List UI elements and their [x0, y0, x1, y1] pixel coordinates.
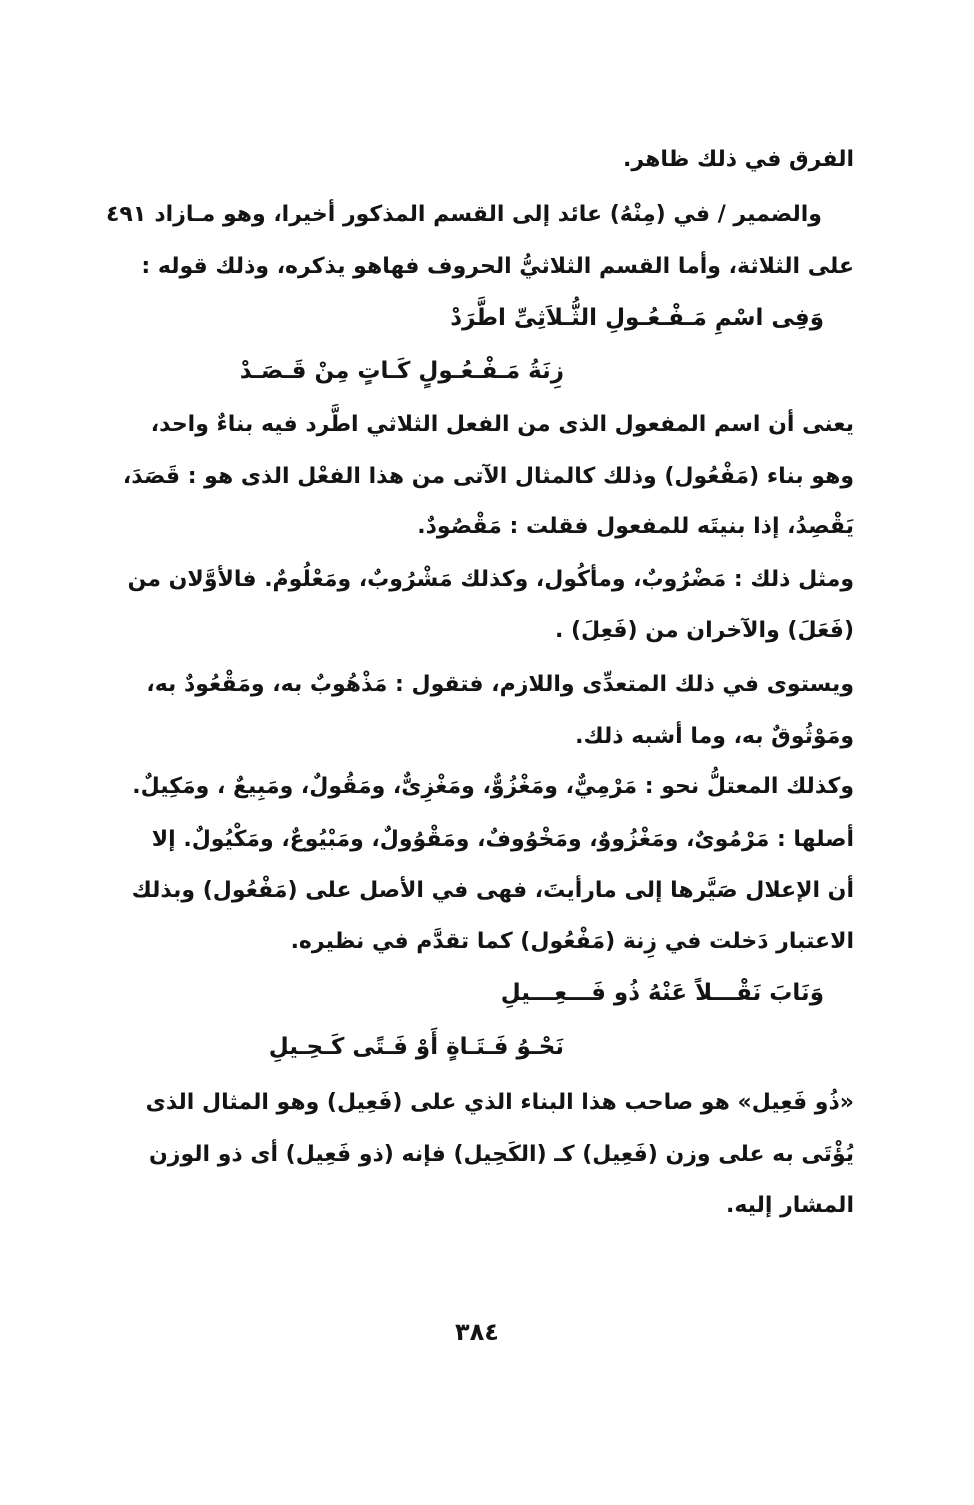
text-line: ويستوى في ذلك المتعدِّى واللازم، فتقول : مَذْهُوبٌ به، ومَقْعُودٌ به، — [146, 672, 854, 697]
text-line: الاعتبار دَخلت في زِنة (مَفْعُول) كما تقدَّم في نظيره. — [290, 929, 854, 954]
verse-line: وَنَابَ نَقْـــلاً عَنْهُ ذُو فَـــعِـــيلِ — [500, 980, 824, 1006]
text-line: وكذلك المعتلُّ نحو : مَرْمِيٌّ، ومَغْزُوٌّ، ومَغْزِىٌّ، ومَقُولٌ، ومَبِيعٌ ، ومَكِيلٌ. — [132, 774, 854, 799]
text-line: المشار إليه. — [725, 1193, 854, 1218]
text-line: يُؤْتَى به على وزن (فَعِيل) كـ (الكَحِيل) فإنه (ذو فَعِيل) أى ذو الوزن — [149, 1142, 854, 1167]
text-line: يعنى أن اسم المفعول الذى من الفعل الثلاثي اطَّرد فيه بناءٌ واحد، — [150, 412, 854, 437]
margin-page-reference: ٤٩١ — [106, 202, 147, 227]
page-number: ٣٨٤ — [455, 1318, 499, 1346]
text-line: يَقْصِدُ، إذا بنيتَه للمفعول فقلت : مَقْصُودٌ. — [417, 514, 854, 539]
text-line: الفرق في ذلك ظاهر. — [623, 147, 854, 172]
text-line: «ذُو فَعِيل» هو صاحب هذا البناء الذي على (فَعِيل) وهو المثال الذى — [145, 1090, 854, 1115]
text-line: ومَوْثُوقٌ به، وما أشبه ذلك. — [575, 724, 854, 749]
verse-line: وَفِى اسْمِ مَـفْـعُـولِ الثُّـلاَثِىِّ اطَّرَدْ — [450, 305, 824, 331]
verse-line: نَحْـوُ فَـتَـاةٍ أَوْ فَـتًى كَـحِـيلِ — [268, 1034, 564, 1060]
text-line: أن الإعلال صَيَّرها إلى مارأيتَ، فهى في الأصل على (مَفْعُول) وبذلك — [131, 878, 854, 903]
text-line: ومثل ذلك : مَضْرُوبٌ، ومأكُول، وكذلك مَشْرُوبٌ، ومَعْلُومٌ. فالأوَّلان من — [127, 567, 854, 592]
text-line: والضمير / في (مِنْهُ) عائد إلى القسم المذكور أخيرا، وهو مـازاد — [154, 202, 822, 227]
verse-line: زِنَةُ مَـفْـعُـولٍ كَـاتٍ مِنْ قَـصَـدْ — [239, 358, 564, 384]
text-line: أصلها : مَرْمُوىٌ، ومَغْزُووٌ، ومَخْوُوفٌ، ومَقْوُولٌ، ومَبْيُوعٌ، ومَكْيُولٌ. إلا — [151, 827, 854, 852]
text-line: على الثلاثة، وأما القسم الثلاثيُّ الحروف فهاهو يذكره، وذلك قوله : — [141, 254, 854, 279]
text-line: (فَعَلَ) والآخران من (فَعِلَ) . — [554, 618, 854, 643]
text-line: وهو بناء (مَفْعُول) وذلك كالمثال الآتى من هذا الفعْل الذى هو : قَصَدَ، — [122, 464, 854, 489]
